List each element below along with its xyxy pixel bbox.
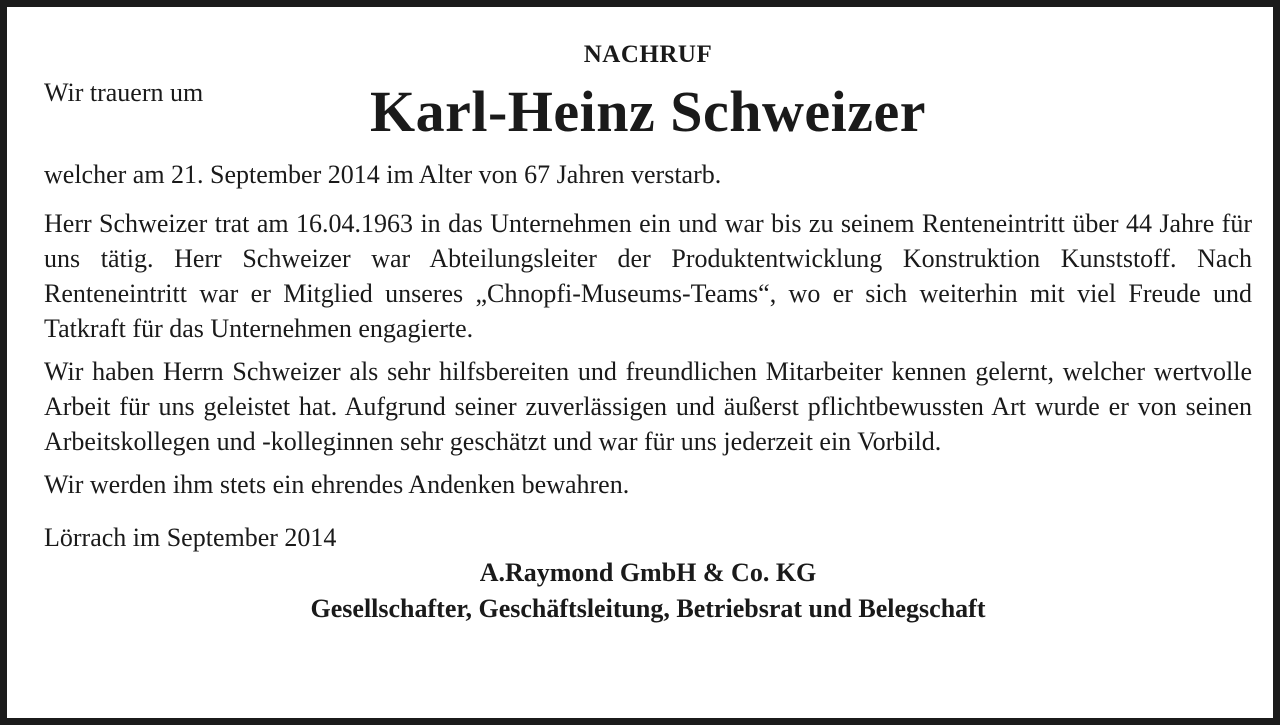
paragraph-appreciation: Wir haben Herrn Schweizer als sehr hilfsbereiten und freundlichen Mitarbeiter kennen gelernt, welcher wertvolle Arbeit für uns geleistet hat. Aufgrund seiner zuverlässigen und äußerst pflichtbewussten Art wurde er von seinen Arbeitskollegen und -kolleginnen sehr geschätzt und war für uns jederzeit ein Vorbild. [44, 357, 1252, 456]
death-line: welcher am 21. September 2014 im Alter von 67 Jahren verstarb. [44, 160, 722, 189]
intro-text: Wir trauern um [44, 78, 204, 107]
mourn-row [44, 73, 1252, 153]
deceased-name: Karl-Heinz Schweizer [370, 79, 926, 144]
company-name: A.Raymond GmbH & Co. KG [479, 558, 817, 587]
heading: NACHRUF [583, 41, 713, 68]
signatories: Gesellschafter, Geschäftsleitung, Betriebsrat und Belegschaft [310, 594, 986, 623]
place-date: Lörrach im September 2014 [44, 523, 337, 552]
obituary-content [44, 37, 1252, 627]
paragraph-career: Herr Schweizer trat am 16.04.1963 in das Unternehmen ein und war bis zu seinem Renteneintritt über 44 Jahre für uns tätig. Herr Schweizer war Abteilungsleiter der Produktentwicklung Konstruktion Kunststoff. Nach Renteneintritt war er Mitglied unseres „Chnopfi-Museums-Teams“, wo er sich weiterhin mit viel Freude und Tatkraft für das Unternehmen engagierte. [44, 209, 1252, 343]
paragraph-remembrance: Wir werden ihm stets ein ehrendes Andenken bewahren. [44, 470, 630, 499]
